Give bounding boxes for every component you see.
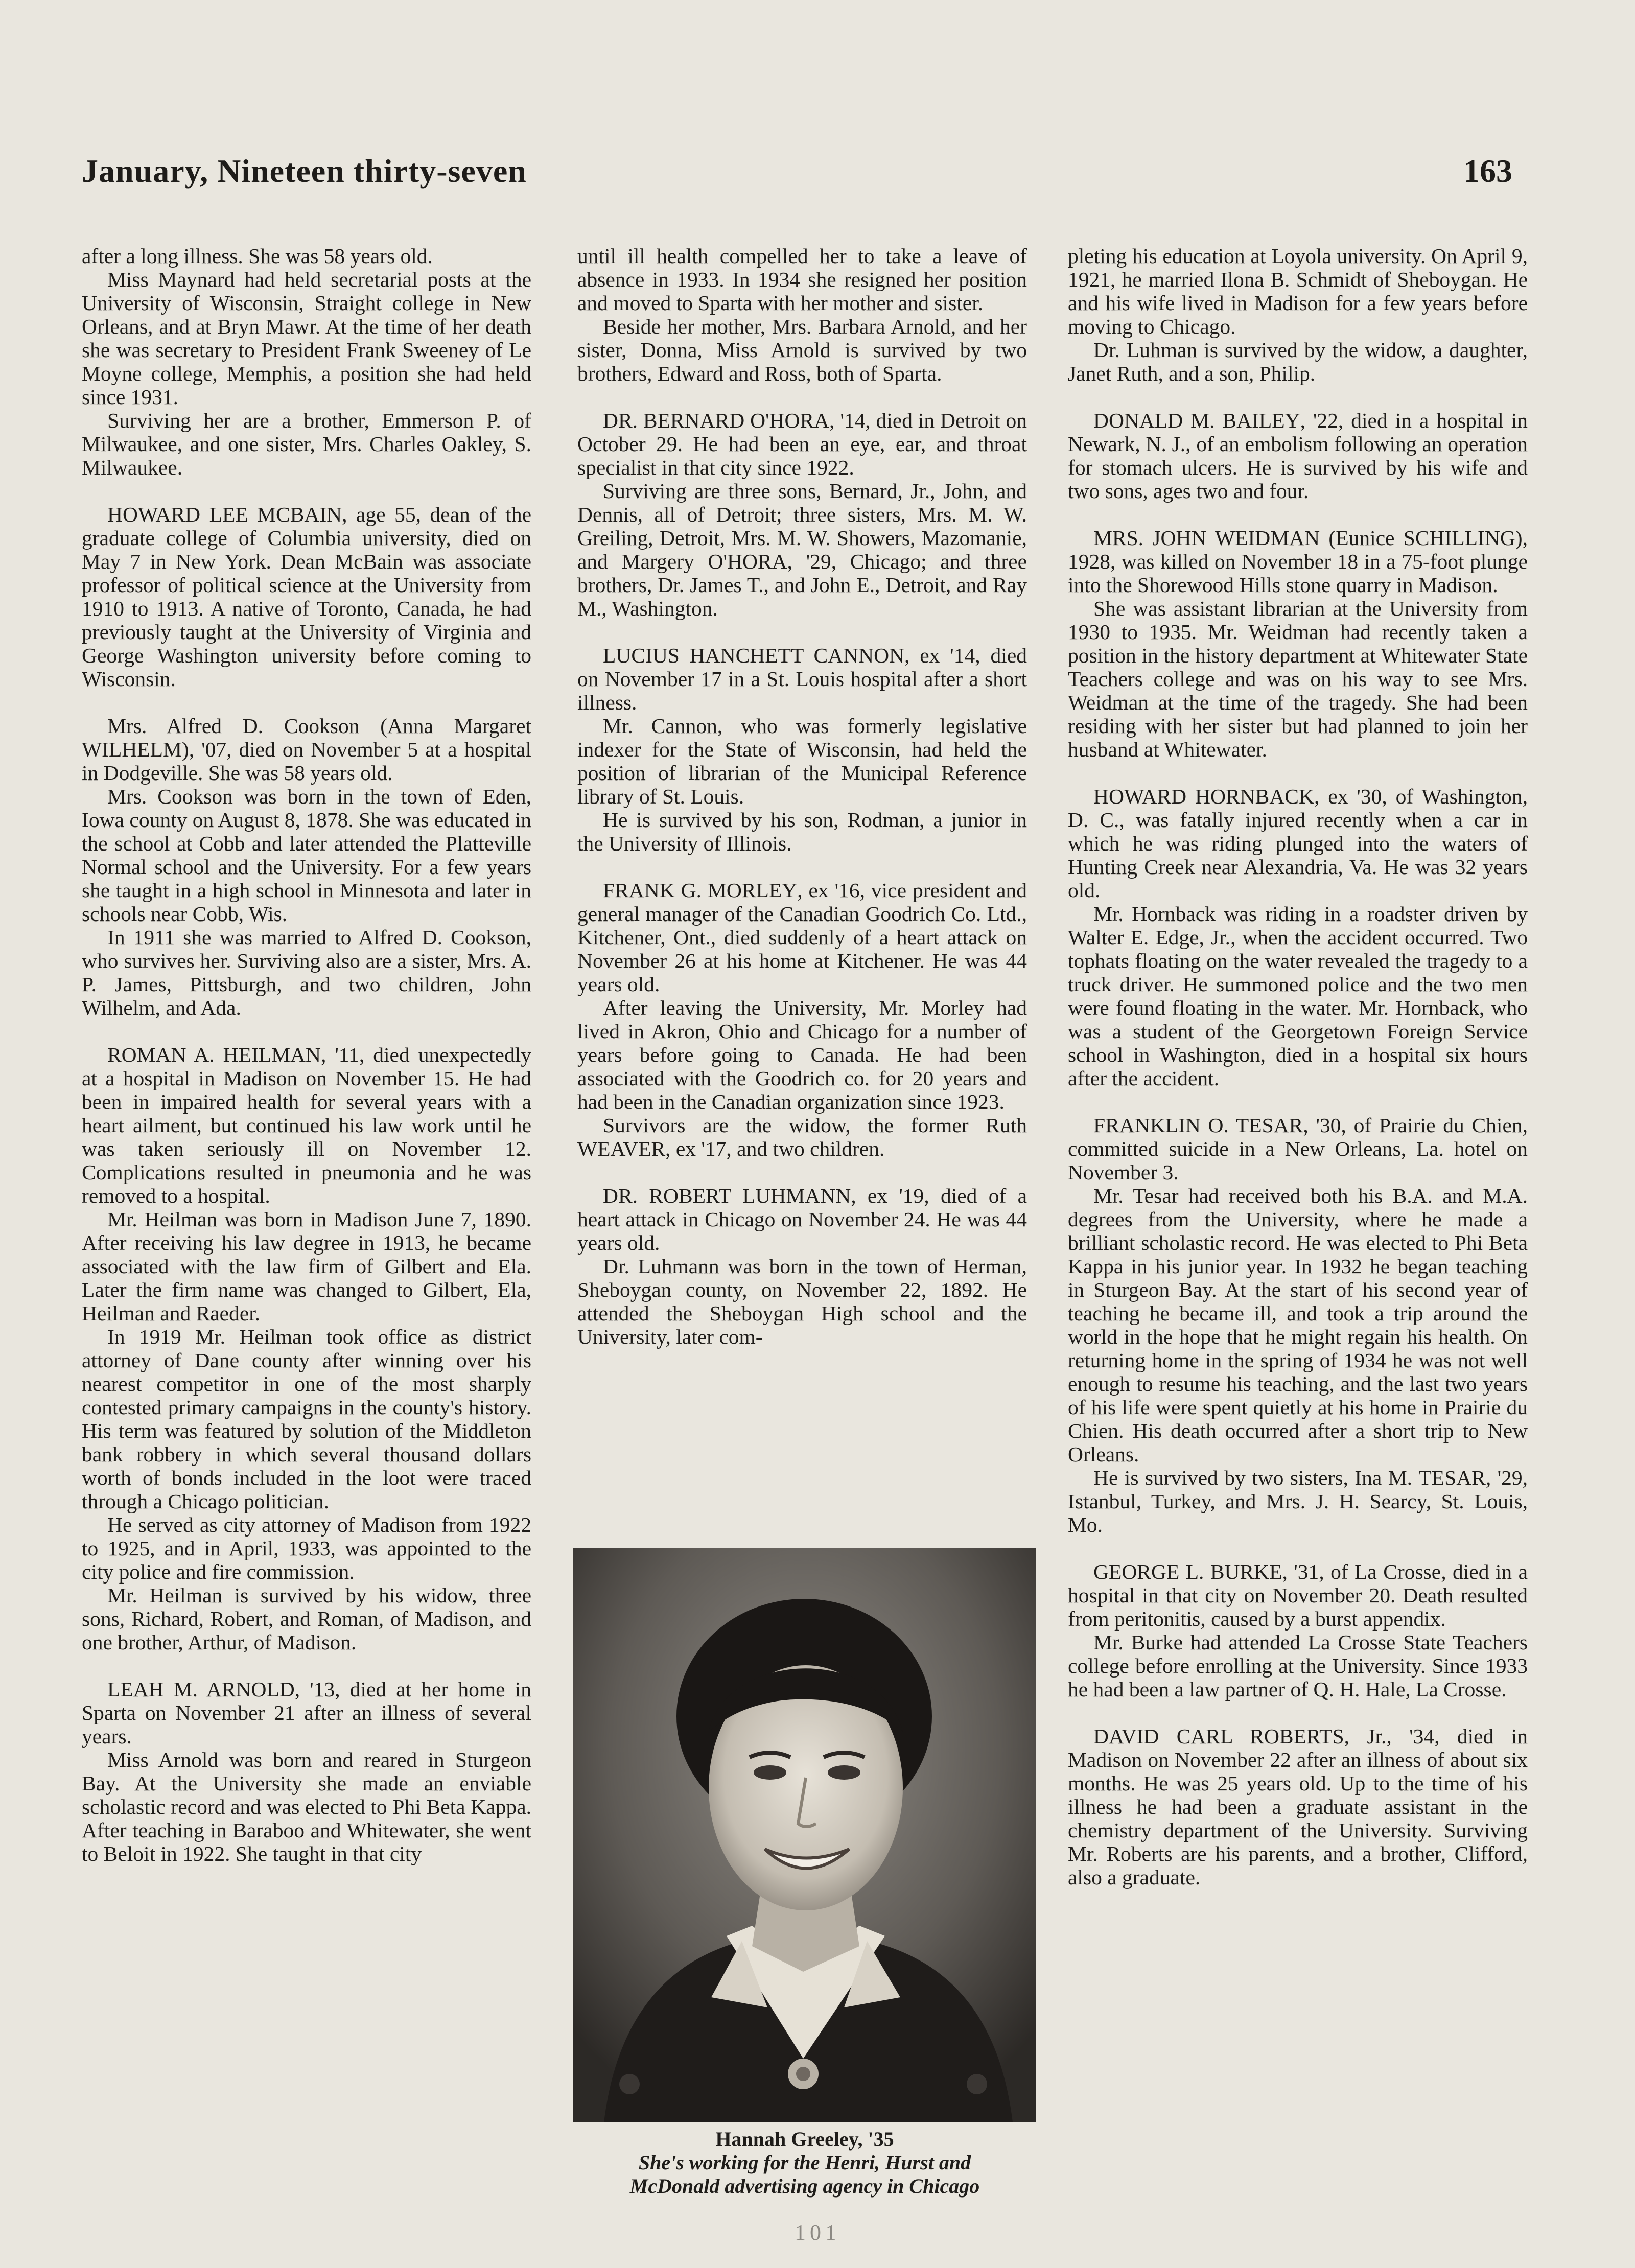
portrait-photo [573,1548,1036,2122]
obituary-name: ROMAN A. HEILMAN [107,1043,321,1067]
paragraph: Surviving are three sons, Bernard, Jr., John, and Dennis, all of Detroit; three sisters, Mrs. M. W. Greiling, Detroit, Mrs. M. W. Showers, Mazomanie, and Margery O'HORA, '29, Chicago; and three brothers, Dr. James T., and John E., Detroit, and Ray M., Washington. [577,479,1027,620]
obituary-name: HOWARD LEE MCBAIN [107,503,342,526]
paragraph: Miss Arnold was born and reared in Sturgeon Bay. At the University she made an enviable scholastic record and was elected to Phi Beta Kappa. After teaching in Baraboo and Whitewater, she went to Beloit in 1922. She taught in that city [82,1748,531,1865]
paragraph: He served as city attorney of Madison from 1922 to 1925, and in April, 1933, was appointed to the city police and fire commission. [82,1513,531,1584]
paragraph: In 1919 Mr. Heilman took office as district attorney of Dane county after winning over his nearest competitor in one of the most sharply contested primary campaigns in the county's history. His term was featured by solution of the Middleton bank robbery in which several thousand dollars worth of bonds included in the loot were traced through a Chicago politician. [82,1325,531,1513]
paragraph: He is survived by his son, Rodman, a junior in the University of Illinois. [577,808,1027,855]
footer-mark: 101 [795,2220,840,2245]
paragraph: Mr. Burke had attended La Crosse State Teachers college before enrolling at the University. Since 1933 he had been a law partner of Q. H. Hale, La Crosse. [1068,1631,1528,1701]
paragraph: Miss Maynard had held secretarial posts at the University of Wisconsin, Straight college in New Orleans, and at Bryn Mawr. At the time of her death she was secretary to President Frank Sweeney of Le Moyne college, Memphis, a position she had held since 1931. [82,268,531,409]
paragraph: Beside her mother, Mrs. Barbara Arnold, and her sister, Donna, Miss Arnold is survived by two brothers, Edward and Ross, both of Sparta. [577,315,1027,385]
obituary-heilman: ROMAN A. HEILMAN, '11, died unexpectedly at a hospital in Madison on November 15. He had been in impaired health for several years with a heart ailment, but continued his law work until he was taken seriously ill on November 12. Complications resulted in pneumonia and he was removed to a hospital. [82,1043,531,1208]
text-column-3 [1068,244,1528,1889]
obituary-name: MRS. JOHN WEIDMAN [1093,526,1320,550]
obituary-bailey: DONALD M. BAILEY, '22, died in a hospital in Newark, N. J., of an embolism following an operation for stomach ulcers. He is survived by his wife and two sons, ages two and four. [1068,409,1528,503]
obituary-hornback: HOWARD HORNBACK, ex '30, of Washington, D. C., was fatally injured recently when a car in which he was riding plunged into the waters of Hunting Creek near Alexandria, Va. He was 32 years old. [1068,785,1528,902]
paragraph: Mr. Hornback was riding in a roadster driven by Walter E. Edge, Jr., when the accident occurred. Two tophats floating on the water revealed the tragedy to a truck driver. He summoned police and the two men were found floating in the water. Mr. Hornback, who was a student of the Georgetown Foreign Service school in Washington, died in a hospital six hours after the accident. [1068,902,1528,1090]
obituary-arnold: LEAH M. ARNOLD, '13, died at her home in Sparta on November 21 after an illness of several years. [82,1678,531,1748]
paragraph: Dr. Luhmann was born in the town of Herman, Sheboygan county, on November 22, 1892. He attended the Sheboygan High school and the University, later com- [577,1255,1027,1349]
obituary-ohora: DR. BERNARD O'HORA, '14, died in Detroit on October 29. He had been an eye, ear, and throat specialist in that city since 1922. [577,409,1027,479]
obituary-roberts: DAVID CARL ROBERTS, Jr., '34, died in Madison on November 22 after an illness of about six months. He was 25 years old. Up to the time of his illness he had been a graduate assistant in the chemistry department of the University. Surviving Mr. Roberts are his parents, and a brother, Clifford, also a graduate. [1068,1724,1528,1889]
obituary-name: LUCIUS HANCHETT CANNON [603,644,905,667]
paragraph: Mr. Cannon, who was formerly legislative indexer for the State of Wisconsin, had held the position of librarian of the Municipal Reference library of St. Louis. [577,714,1027,808]
obituary-name: DR. BERNARD O'HORA [603,409,830,432]
caption-line-1: She's working for the Henri, Hurst and [638,2151,971,2174]
obituary-name: GEORGE L. BURKE [1093,1560,1282,1584]
paragraph: Surviving her are a brother, Emmerson P. of Milwaukee, and one sister, Mrs. Charles Oakley, S. Milwaukee. [82,409,531,479]
obituary-name: DR. ROBERT LUHMANN [603,1184,851,1208]
paragraph: Dr. Luhman is survived by the widow, a daughter, Janet Ruth, and a son, Philip. [1068,338,1528,385]
page-header [82,152,1512,193]
text-column-1 [82,244,531,1865]
obituary-cannon: LUCIUS HANCHETT CANNON, ex '14, died on November 17 in a St. Louis hospital after a short illness. [577,644,1027,714]
text-column-2 [577,244,1027,1349]
obituary-burke: GEORGE L. BURKE, '31, of La Crosse, died in a hospital in that city on November 20. Death resulted from peritonitis, caused by a burst appendix. [1068,1560,1528,1631]
obituary-name: DONALD M. BAILEY [1093,409,1300,432]
paragraph: Mr. Tesar had received both his B.A. and M.A. degrees from the University, where he made a brilliant scholastic record. He was elected to Phi Beta Kappa in his junior year. In 1932 he began teaching in Sturgeon Bay. At the start of his second year of teaching he became ill, and took a trip around the world in the hope that he might regain his health. On returning home in the spring of 1934 he was not well enough to resume his teaching, and the last two years of his life were spent quietly at his home in Prairie du Chien. His death occurred after a short trip to New Orleans. [1068,1184,1528,1466]
caption-name: Hannah Greeley, '35 [715,2128,894,2151]
photo-caption [562,2128,1047,2198]
obituary-name: FRANKLIN O. TESAR [1093,1114,1303,1137]
paragraph: After leaving the University, Mr. Morley had lived in Akron, Ohio and Chicago for a number of years before going to Canada. He had been associated with the Goodrich co. for 20 years and had been in the Canadian organization since 1923. [577,996,1027,1114]
obituary-luhmann: DR. ROBERT LUHMANN, ex '19, died of a heart attack in Chicago on November 24. He was 44 years old. [577,1184,1027,1255]
obituary-cookson: Mrs. Alfred D. Cookson (Anna Margaret WILHELM), '07, died on November 5 at a hospital in Dodgeville. She was 58 years old. [82,714,531,785]
obituary-mcbain: HOWARD LEE MCBAIN, age 55, dean of the graduate college of Columbia university, died on May 7 in New York. Dean McBain was associate professor of political science at the University from 1910 to 1913. A native of Toronto, Canada, he had previously taught at the University of Virginia and George Washington university before coming to Wisconsin. [82,503,531,691]
obituary-name: LEAH M. ARNOLD [107,1678,295,1701]
obituary-name: DAVID CARL ROBERTS [1093,1724,1344,1748]
obituary-name: FRANK G. MORLEY [603,879,798,902]
paragraph: pleting his education at Loyola university. On April 9, 1921, he married Ilona B. Schmidt of Sheboygan. He and his wife lived in Madison for a few years before moving to Chicago. [1068,244,1528,338]
paragraph: Mr. Heilman is survived by his widow, three sons, Richard, Robert, and Roman, of Madison, and one brother, Arthur, of Madison. [82,1584,531,1654]
paragraph: Survivors are the widow, the former Ruth WEAVER, ex '17, and two children. [577,1114,1027,1161]
page-number: 163 [1463,153,1512,189]
obituary-tesar: FRANKLIN O. TESAR, '30, of Prairie du Chien, committed suicide in a New Orleans, La. hotel on November 3. [1068,1114,1528,1184]
paragraph: In 1911 she was married to Alfred D. Cookson, who survives her. Surviving also are a sister, Mrs. A. P. James, Pittsburgh, and two children, John Wilhelm, and Ada. [82,926,531,1020]
obituary-weidman: MRS. JOHN WEIDMAN (Eunice SCHILLING), 1928, was killed on November 18 in a 75-foot plunge into the Shorewood Hills stone quarry in Madison. [1068,526,1528,597]
obituary-morley: FRANK G. MORLEY, ex '16, vice president and general manager of the Canadian Goodrich Co. Ltd., Kitchener, Ont., died suddenly of a heart attack on November 26 at his home at Kitchener. He was 44 years old. [577,879,1027,996]
paragraph: Mrs. Cookson was born in the town of Eden, Iowa county on August 8, 1878. She was educated in the school at Cobb and later attended the Platteville Normal school and the University. For a few years she taught in a high school in Minnesota and later in schools near Cobb, Wis. [82,785,531,926]
paragraph: until ill health compelled her to take a leave of absence in 1933. In 1934 she resigned her position and moved to Sparta with her mother and sister. [577,244,1027,315]
paragraph: after a long illness. She was 58 years old. [82,244,433,268]
paragraph: She was assistant librarian at the University from 1930 to 1935. Mr. Weidman had recently taken a position in the history department at Whitewater State Teachers college and was on his way to see Mrs. Weidman at the time of the tragedy. She had been residing with her sister but had planned to join her husband at Whitewater. [1068,597,1528,761]
paragraph: He is survived by two sisters, Ina M. TESAR, '29, Istanbul, Turkey, and Mrs. J. H. Searcy, St. Louis, Mo. [1068,1466,1528,1537]
issue-date-title: January, Nineteen thirty-seven [82,153,527,189]
obituary-name: HOWARD HORNBACK [1093,785,1314,808]
caption-line-2: McDonald advertising agency in Chicago [629,2175,980,2198]
paragraph: Mr. Heilman was born in Madison June 7, 1890. After receiving his law degree in 1913, he became associated with the law firm of Gilbert and Ela. Later the firm name was changed to Gilbert, Ela, Heilman and Raeder. [82,1208,531,1325]
